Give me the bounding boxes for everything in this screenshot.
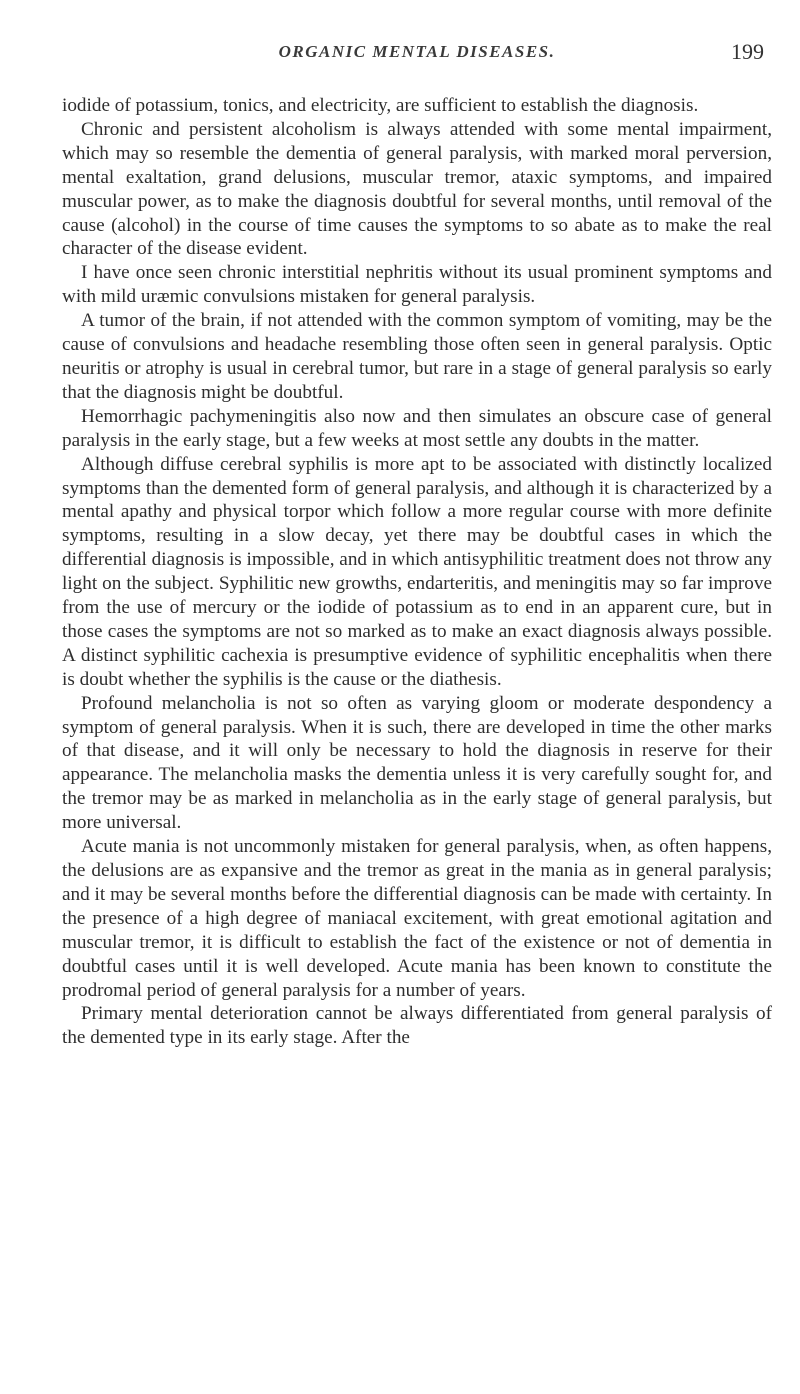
- paragraph-continuation: iodide of potassium, tonics, and electricity, are sufficient to establish the diagnosis.: [62, 95, 699, 116]
- body-text: [62, 94, 772, 1050]
- paragraph-cerebral-syphilis: Although diffuse cerebral syphilis is more apt to be associated with distinctly localized symptoms than the demented form of general paralysis, and although it is characterized by a mental apathy and physical torpor which follow a more regular course with more definite symptoms, resulting in a slow decay, yet there may be doubtful cases in which the differential diagnosis is impossible, and in which antisyphilitic treatment does not throw any light on the subject. Syphilitic new growths, endarteritis, and meningitis may so far improve from the use of mercury or the iodide of potassium as to end in an apparent cure, but in those cases the symptoms are not so marked as to make an exact diagnosis always possible. A distinct syphilitic cachexia is presumptive evidence of syphilitic encephalitis when there is doubt whether the syphilis is the cause or the diathesis.: [62, 453, 772, 690]
- page-number: 199: [731, 39, 764, 64]
- paragraph-melancholia: Profound melancholia is not so often as varying gloom or moderate despondency a symptom of general paralysis. When it is such, there are developed in time the other marks of that disease, and it will only be necessary to hold the diagnosis in reserve for their appearance. The melancholia masks the dementia unless it is very carefully sought for, and the tremor may be as marked in melancholia as in the early stage of general paralysis, but more universal.: [62, 692, 772, 834]
- running-header: [62, 39, 772, 76]
- running-title: ORGANIC MENTAL DISEASES.: [278, 42, 556, 61]
- paragraph-nephritis: I have once seen chronic interstitial nephritis without its usual prominent symptoms and with mild uræmic convulsions mistaken for general paralysis.: [62, 262, 772, 308]
- paragraph-mental-deterioration: Primary mental deterioration cannot be always differentiated from general paralysis of the demented type in its early stage. After the: [62, 1003, 772, 1049]
- paragraph-brain-tumor: A tumor of the brain, if not attended with the common symptom of vomiting, may be the cause of convulsions and headache resembling those often seen in general paralysis. Optic neuritis or atrophy is usual in cerebral tumor, but rare in a stage of general paralysis so early that the diagnosis might be doubtful.: [62, 310, 772, 403]
- paragraph-pachymeningitis: Hemorrhagic pachymeningitis also now and then simulates an obscure case of general paralysis in the early stage, but a few weeks at most settle any doubts in the matter.: [62, 405, 772, 451]
- paragraph-acute-mania: Acute mania is not uncommonly mistaken for general paralysis, when, as often happens, the delusions are as expansive and the tremor as great in the mania as in general paralysis; and it may be several months before the differential diagnosis can be made with certainty. In the presence of a high degree of maniacal excitement, with great emotional agitation and muscular tremor, it is difficult to establish the fact of the existence or not of dementia in doubtful cases until it is well developed. Acute mania has been known to constitute the prodromal period of general paralysis for a number of years.: [62, 836, 772, 1001]
- book-page: [62, 39, 772, 1050]
- paragraph-alcoholism: Chronic and persistent alcoholism is always attended with some mental impairment, which may so resemble the dementia of general paralysis, with marked moral perversion, mental exaltation, grand delusions, muscular tremor, ataxic symptoms, and impaired muscular power, as to make the diagnosis doubtful for several months, until removal of the cause (alcohol) in the course of time causes the symptoms to so abate as to make the real character of the disease evident.: [62, 118, 772, 260]
